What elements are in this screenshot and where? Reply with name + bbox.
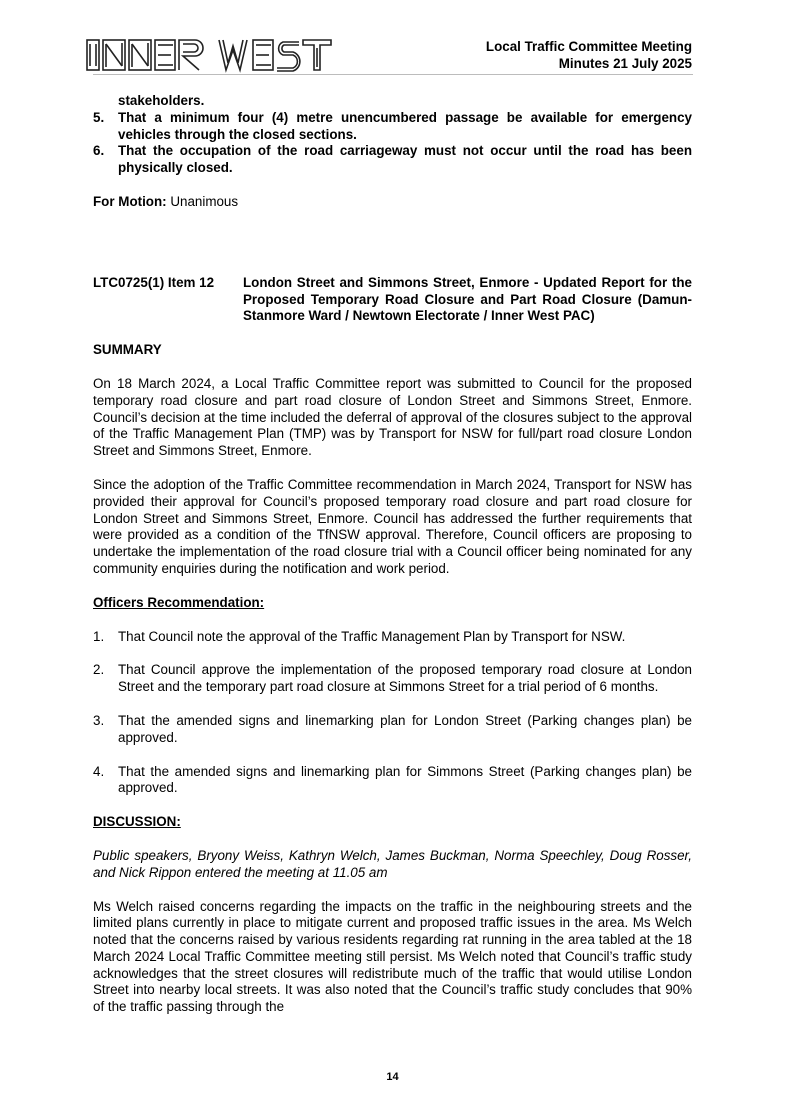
list-number: 1. [93,628,105,644]
list-number: 2. [93,662,105,678]
list-number: 3. [93,712,105,728]
motion-line [93,194,692,211]
discussion-speakers: Public speakers, Bryony Weiss, Kathryn Welch, James Buckman, Norma Speechley, Doug Rosser, and Nick Rippon entered the meeting at 11.05 am [93,847,692,880]
recommendation-list [93,629,692,798]
continued-text: stakeholders. [118,93,205,108]
list-text: That the occupation of the road carriageway must not occur until the road has been physically closed. [118,143,692,176]
list-item [93,143,692,177]
page-number: 14 [386,1071,399,1083]
document-body [93,93,692,1016]
list-item [93,662,692,696]
header-divider [93,74,693,75]
list-text: That the amended signs and linemarking plan for London Street (Parking changes plan) be approved. [118,712,692,745]
item-code: LTC0725(1) Item 12 [93,274,215,290]
header-meeting-info [486,38,692,72]
continued-conditions-list [93,110,692,177]
list-item [93,713,692,747]
item-title: London Street and Simmons Street, Enmore - Updated Report for the Proposed Temporary Road Closure and Part Road Closure (Damun-Stanmore Ward / Newtown Electorate / Inner West PAC) [243,274,692,324]
recommendation-heading: Officers Recommendation: [93,594,265,610]
discussion-paragraph-1: Ms Welch raised concerns regarding the impacts on the traffic in the neighbouring streets and the limited plans currently in place to mitigate current and proposed traffic issues in the area. Ms Welch noted that the concerns raised by various residents regarding rat running in the area tabled at the 18 March 2024 Local Traffic Committee meeting still persist. Ms Welch noted that Council’s traffic study acknowledges that the street closures will redistribute much of the traffic that would utilise London Street into nearby local streets. It was also noted that the Council’s traffic study concludes that 90% of the traffic passing through the [93,898,692,1015]
list-number: 4. [93,763,105,779]
motion-label: For Motion: [93,193,167,209]
list-item [93,764,692,798]
header-title: Local Traffic Committee Meeting [485,39,692,54]
list-text: That the amended signs and linemarking plan for Simmons Street (Parking changes plan) be approved. [118,763,692,796]
list-text: That Council approve the implementation of the proposed temporary road closure at London Street and the temporary part road closure at Simmons Street for a trial period of 6 months. [118,662,692,695]
item-heading [93,275,692,325]
summary-paragraph-2: Since the adoption of the Traffic Committee recommendation in March 2024, Transport for NSW has provided their approval for Council’s proposed temporary road closure and part road closure for London Street and Simmons Street, Enmore. Council has addressed the further requirements that were provided as a condition of the TfNSW approval. Therefore, Council officers are proposing to undertake the implementation of the road closure trial with a Council officer being nominated for any community enquiries during the notification and work period. [93,476,692,576]
discussion-heading: DISCUSSION: [93,814,181,830]
header-date: Minutes 21 July 2025 [558,56,692,71]
list-number: 6. [93,143,105,159]
list-text: That Council note the approval of the Traffic Management Plan by Transport for NSW. [118,628,626,644]
motion-value: Unanimous [166,193,239,209]
summary-paragraph-1: On 18 March 2024, a Local Traffic Committee report was submitted to Council for the proposed temporary road closure and part road closure of London Street and Simmons Street, Enmore. Council’s decision at the time included the deferral of approval of the closures subject to the approval of the Traffic Management Plan (TMP) was by Transport for NSW for full/part road closure London Street and Simmons Street, Enmore. [93,375,692,459]
list-text: That a minimum four (4) metre unencumbered passage be available for emergency vehicles through the closed sections. [118,109,692,142]
summary-heading: SUMMARY [93,342,162,358]
list-item [93,110,692,144]
list-number: 5. [93,109,105,125]
inner-west-logo [85,36,340,76]
list-item [93,629,692,646]
